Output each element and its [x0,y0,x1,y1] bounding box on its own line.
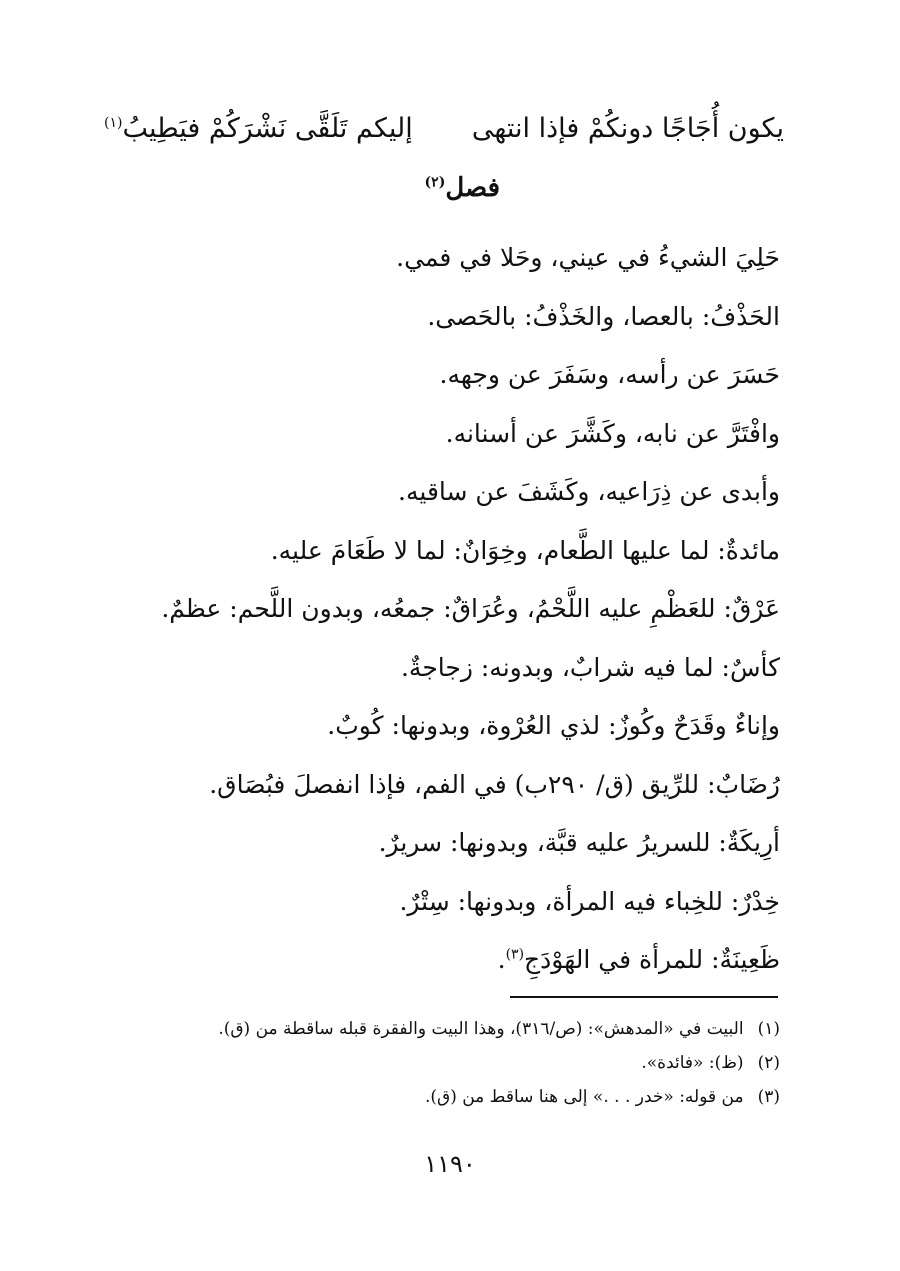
verse-second-hemistich-text: إليكم تَلَقَّى نَشْرَكُمْ فيَطِيبُ [122,113,413,144]
footnote-marker: (١) [757,1019,780,1039]
entry-line: عَرْقٌ: للعَظْمِ عليه اللَّحْمُ، وعُرَاقٌ: جمعُه، وبدون اللَّحم: عظمٌ. [161,594,780,623]
entry-line-last [100,935,780,994]
section-heading [425,168,500,208]
verse-second-hemistich [104,104,413,154]
footnote-1 [60,1014,780,1048]
footnote-ref-3: (٣) [505,946,525,963]
entry-line: الحَذْفُ: بالعصا، والخَذْفُ: بالحَصى. [427,301,780,331]
entry-line: كأسٌ: لما فيه شرابٌ، وبدونه: زجاجةٌ. [400,652,780,682]
footnote-text: (ظ): «فائدة». [641,1053,744,1073]
last-entry-end: . [497,945,506,974]
entry-line: خِدْرٌ: للخِباء فيه المرأة، وبدونها: سِتْرٌ. [399,886,780,916]
footnote-separator [510,996,778,998]
footnote-ref-2: (٢) [424,174,446,191]
entry-line: مائدةٌ: لما عليها الطَّعام، وخِوَانٌ: لما لا طَعَامَ عليه. [270,535,780,565]
page-number: ١١٩٠ [424,1150,476,1178]
section-heading-text: فصل [445,173,500,203]
verse-first-hemistich-text: يكون أُجَاجًا دونكُمْ فإذا انتهى [471,113,784,144]
footnote-2 [60,1048,780,1082]
poem-verse [104,104,784,154]
entry-line: رُضَابٌ: للرِّيق (ق/ ٢٩٠ب) في الفم، فإذا انفصلَ فبُصَاق. [209,769,780,799]
footnote-marker: (٣) [757,1087,780,1107]
entry-line: حَلِيَ الشيءُ في عيني، وحَلا في فمي. [396,243,780,272]
entry-line: حَسَرَ عن رأسه، وسَفَرَ عن وجهه. [439,360,780,389]
entry-line: أرِيكَةٌ: للسريرُ عليه قبَّة، وبدونها: سريرٌ. [378,828,780,857]
footnote-text: من قوله: «خدر . . .» إلى هنا ساقط من (ق). [424,1087,744,1107]
verse-first-hemistich [472,104,784,154]
entry-line: وإناءٌ وقَدَحٌ وكُوزٌ: لذي العُرْوة، وبدونها: كُوبٌ. [327,711,780,740]
entry-line: وافْتَرَّ عن نابه، وكَشَّرَ عن أسنانه. [445,418,780,448]
footnote-ref-1: (١) [104,115,123,131]
entries-list [100,233,780,994]
footnote-marker: (٢) [757,1053,780,1073]
footnote-text: البيت في «المدهش»: (ص/٣١٦)، وهذا البيت والفقرة قبله ساقطة من (ق). [218,1019,744,1039]
footnote-3 [60,1082,780,1116]
last-entry-text: ظَعِينَةٌ: للمرأة في الهَوْدَجِ [524,945,780,974]
entry-line: وأبدى عن ذِرَاعيه، وكَشَفَ عن ساقيه. [398,477,780,506]
footnotes-list [60,1014,780,1116]
